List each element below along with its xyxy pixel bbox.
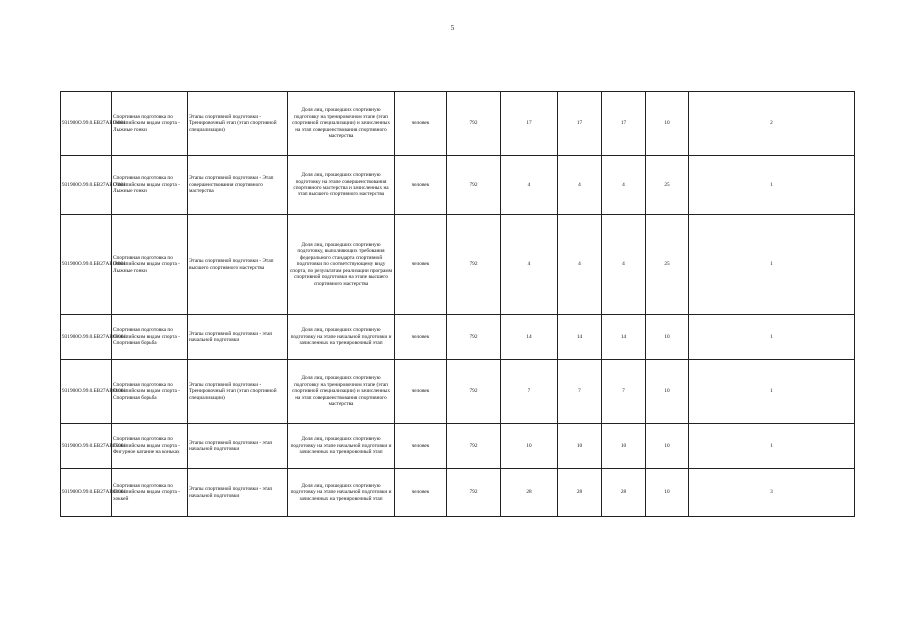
- cell-value-4: 10: [646, 92, 689, 156]
- table-row: [61, 315, 855, 360]
- cell-value-1: 28: [501, 469, 558, 517]
- table-row: [61, 156, 855, 215]
- cell-value-2: 10: [558, 424, 602, 469]
- cell-value-1: 7: [501, 360, 558, 424]
- cell-value-5: 1: [689, 215, 855, 315]
- cell-code: 931900О.99.0.БВ27АБ16001: [61, 92, 112, 156]
- cell-value-1: 10: [501, 424, 558, 469]
- cell-value-4: 10: [646, 360, 689, 424]
- cell-stage: Этапы спортивной подготовки - Тренировочный этап (этап спортивной специализации): [188, 92, 288, 156]
- cell-value-3: 14: [602, 315, 646, 360]
- cell-okei: 792: [447, 156, 501, 215]
- cell-value-1: 14: [501, 315, 558, 360]
- table-row: [61, 424, 855, 469]
- table-row: [61, 469, 855, 517]
- cell-indicator: Доля лиц, прошедших спортивную подготовку на тренировочном этапе (этап спортивной специализации) и зачисленных на этап совершенствования спортивного мастерства: [288, 360, 395, 424]
- cell-value-3: 4: [602, 215, 646, 315]
- cell-indicator: Доля лиц, прошедших спортивную подготовку на этапе начальной подготовки и зачисленных на тренировочный этап: [288, 315, 395, 360]
- cell-value-5: 1: [689, 315, 855, 360]
- cell-value-3: 7: [602, 360, 646, 424]
- cell-direction: Спортивная подготовка по Олимпийским видам спорта - Лыжные гонки: [112, 92, 188, 156]
- cell-value-4: 25: [646, 156, 689, 215]
- cell-okei: 792: [447, 215, 501, 315]
- cell-value-4: 25: [646, 215, 689, 315]
- cell-code: 931900О.99.0.БВ27АВ25001: [61, 424, 112, 469]
- cell-value-3: 10: [602, 424, 646, 469]
- cell-okei: 792: [447, 315, 501, 360]
- cell-code: 931900О.99.0.БВ27АБ17001: [61, 156, 112, 215]
- cell-okei: 792: [447, 469, 501, 517]
- cell-value-2: 7: [558, 360, 602, 424]
- cell-unit: человек: [395, 469, 447, 517]
- cell-unit: человек: [395, 92, 447, 156]
- cell-direction: Спортивная подготовка по Олимпийским видам спорта - хоккей: [112, 469, 188, 517]
- cell-value-5: 2: [689, 92, 855, 156]
- cell-value-2: 14: [558, 315, 602, 360]
- cell-value-5: 1: [689, 424, 855, 469]
- cell-value-4: 10: [646, 469, 689, 517]
- cell-direction: Спортивная подготовка по Олимпийским видам спорта - Спортивная борьба: [112, 315, 188, 360]
- indicators-table: [60, 91, 855, 517]
- cell-code: 931900О.99.0.БВ27АВ81001: [61, 360, 112, 424]
- cell-indicator: Доля лиц, прошедших спортивную подготовку на этапе начальной подготовки и зачисленных на тренировочный этап: [288, 424, 395, 469]
- cell-code: 931900О.99.0.БВ27АБ18001: [61, 215, 112, 315]
- cell-direction: Спортивная подготовка по Олимпийским видам спорта - Лыжные гонки: [112, 215, 188, 315]
- cell-indicator: Доля лиц, прошедших спортивную подготовку на тренировочном этапе (этап спортивной специализации) и зачисленных на этап совершенствования спортивного мастерства: [288, 92, 395, 156]
- cell-value-5: 1: [689, 156, 855, 215]
- cell-direction: Спортивная подготовка по Олимпийским видам спорта - Фигурное катание на коньках: [112, 424, 188, 469]
- cell-value-5: 1: [689, 360, 855, 424]
- cell-unit: человек: [395, 215, 447, 315]
- cell-value-4: 10: [646, 424, 689, 469]
- cell-stage: Этапы спортивной подготовки - этап начальной подготовки: [188, 424, 288, 469]
- cell-stage: Этапы спортивной подготовки - этап начальной подготовки: [188, 469, 288, 517]
- cell-value-2: 4: [558, 215, 602, 315]
- cell-indicator: Доля лиц, прошедших спортивную подготовку на этапе совершенствования спортивного мастерства и зачисленных на этап высшего спортивного мастерства: [288, 156, 395, 215]
- cell-stage: Этапы спортивной подготовки - Этап высшего спортивного мастерства: [188, 215, 288, 315]
- cell-value-2: 17: [558, 92, 602, 156]
- cell-indicator: Доля лиц, прошедших спортивную подготовку, выполняющих требования федерального стандарта спортивной подготовки по соответствующему виду спорта, по результатам реализации программ спортивной подготовки на этапе высшего спортивного мастерства: [288, 215, 395, 315]
- cell-direction: Спортивная подготовка по Олимпийским видам спорта - Спортивная борьба: [112, 360, 188, 424]
- cell-code: 931900О.99.0.БВ27АВ69001: [61, 315, 112, 360]
- cell-okei: 792: [447, 360, 501, 424]
- cell-unit: человек: [395, 360, 447, 424]
- cell-unit: человек: [395, 315, 447, 360]
- cell-unit: человек: [395, 424, 447, 469]
- cell-value-2: 28: [558, 469, 602, 517]
- cell-okei: 792: [447, 92, 501, 156]
- cell-value-3: 17: [602, 92, 646, 156]
- cell-direction: Спортивная подготовка по Олимпийским видам спорта - Лыжные гонки: [112, 156, 188, 215]
- cell-value-3: 28: [602, 469, 646, 517]
- cell-value-2: 4: [558, 156, 602, 215]
- page-number: 5: [450, 24, 455, 32]
- table-row: [61, 360, 855, 424]
- cell-value-5: 3: [689, 469, 855, 517]
- cell-value-1: 4: [501, 215, 558, 315]
- cell-stage: Этапы спортивной подготовки - Этап совершенствования спортивного мастерства: [188, 156, 288, 215]
- cell-value-4: 10: [646, 315, 689, 360]
- cell-stage: Этапы спортивной подготовки - Тренировочный этап (этап спортивной специализации): [188, 360, 288, 424]
- cell-okei: 792: [447, 424, 501, 469]
- cell-code: 931900О.99.0.БВ27АВ40001: [61, 469, 112, 517]
- table-row: [61, 92, 855, 156]
- cell-unit: человек: [395, 156, 447, 215]
- table-row: [61, 215, 855, 315]
- cell-indicator: Доля лиц, прошедших спортивную подготовку на этапе начальной подготовки и зачисленных на тренировочный этап: [288, 469, 395, 517]
- cell-stage: Этапы спортивной подготовки - этап начальной подготовки: [188, 315, 288, 360]
- cell-value-1: 17: [501, 92, 558, 156]
- cell-value-1: 4: [501, 156, 558, 215]
- cell-value-3: 4: [602, 156, 646, 215]
